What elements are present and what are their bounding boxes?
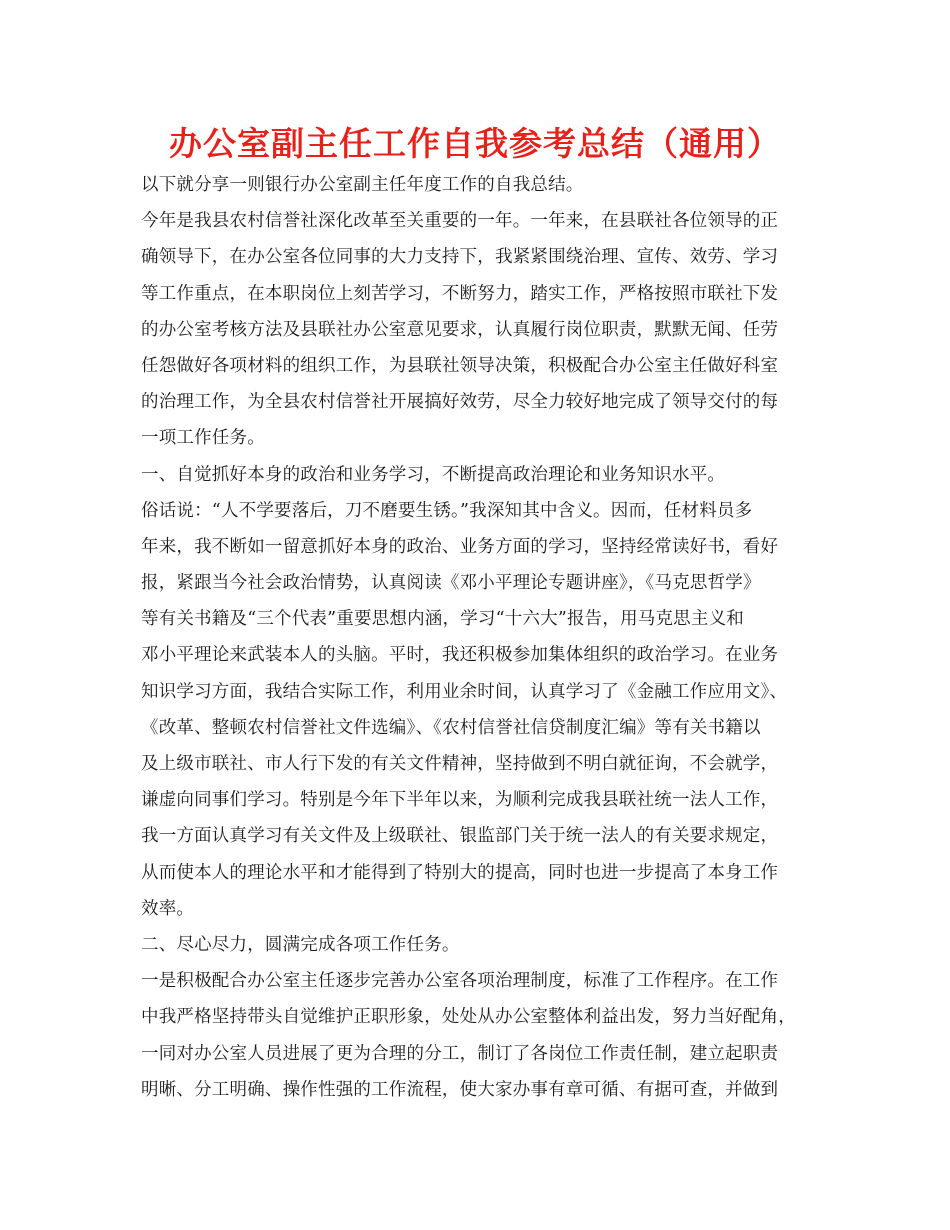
paragraph-line: 《改革、整顿农村信誉社文件选编》、《农村信誉社信贷制度汇编》等有关书籍以 <box>141 717 761 738</box>
paragraph-line: 及上级市联社、市人行下发的有关文件精神，坚持做到不明白就征询，不会就学， <box>141 754 779 774</box>
paragraph-line: 等工作重点，在本职岗位上刻苦学习，不断努力，踏实工作，严格按照市联社下发 <box>141 283 779 304</box>
paragraph-line: 确领导下，在办公室各位同事的大力支持下，我紧紧围绕治理、宣传、效劳、学习 <box>141 247 779 268</box>
paragraph-line: 知识学习方面，我结合实际工作，利用业余时间，认真学习了《金融工作应用文》、 <box>141 681 788 702</box>
paragraph-line: 一项工作任务。 <box>141 428 265 449</box>
paragraph-line: 的治理工作，为全县农村信誉社开展搞好效劳，尽全力较好地完成了领导交付的每 <box>141 392 779 413</box>
paragraph-line: 任怨做好各项材料的组织工作，为县联社领导决策，积极配合办公室主任做好科室 <box>141 355 779 376</box>
paragraph-line: 的办公室考核方法及县联社办公室意见要求，认真履行岗位职责，默默无闻、任劳 <box>141 319 779 340</box>
paragraph-line: 俗话说：“人不学要落后，刀不磨要生锈。”我深知其中含义。因而，任材料员多 <box>141 500 753 521</box>
document-title: 办公室副主任工作自我参考总结（通用） <box>169 124 781 163</box>
paragraph-line: 报，紧跟当今社会政治情势，认真阅读《邓小平理论专题讲座》，《马克思哲学》 <box>141 573 761 594</box>
paragraph-line: 效率。 <box>141 898 195 919</box>
paragraph-line: 谦虚向同事们学习。特别是今年下半年以来，为顺利完成我县联社统一法人工作， <box>141 790 779 811</box>
paragraph-line: 今年是我县农村信誉社深化改革至关重要的一年。一年来，在县联社各位领导的正 <box>141 211 779 232</box>
paragraph-line: 一同对办公室人员进展了更为合理的分工，制订了各岗位工作责任制，建立起职责 <box>141 1043 779 1064</box>
paragraph-line: 我一方面认真学习有关文件及上级联社、银监部门关于统一法人的有关要求规定， <box>141 826 779 847</box>
paragraph-line: 中我严格坚持带头自觉维护正职形象，处处从办公室整体利益出发，努力当好配角， <box>141 1007 796 1028</box>
paragraph-line: 以下就分享一则银行办公室副主任年度工作的自我总结。 <box>141 175 584 195</box>
paragraph-line: 邓小平理论来武装本人的头脑。平时，我还积极参加集体组织的政治学习。在业务 <box>141 645 779 666</box>
section-heading: 一、自觉抓好本身的政治和业务学习，不断提高政治理论和业务知识水平。 <box>141 464 726 485</box>
paragraph-line: 明晰、分工明确、操作性强的工作流程，使大家办事有章可循、有据可查，并做到 <box>141 1079 779 1100</box>
section-heading: 二、尽心尽力，圆满完成各项工作任务。 <box>141 934 460 955</box>
paragraph-line: 一是积极配合办公室主任逐步完善办公室各项治理制度，标准了工作程序。在工作 <box>141 971 779 992</box>
paragraph-line: 从而使本人的理论水平和才能得到了特别大的提高，同时也进一步提高了本身工作 <box>141 862 779 883</box>
document-body <box>141 167 821 1108</box>
paragraph-line: 等有关书籍及“三个代表”重要思想内涵，学习“十六大”报告，用马克思主义和 <box>141 609 744 630</box>
paragraph-line: 年来，我不断如一留意抓好本身的政治、业务方面的学习，坚持经常读好书，看好 <box>141 536 779 557</box>
